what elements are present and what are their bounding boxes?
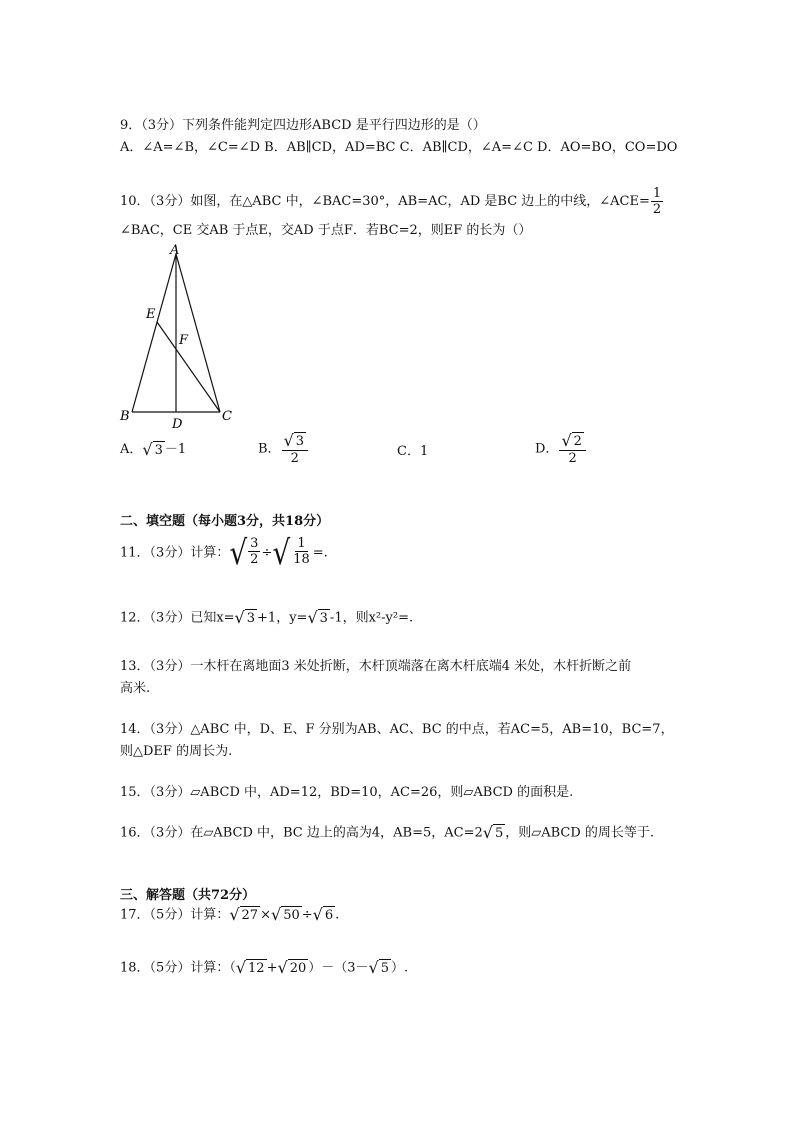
q11: [120, 532, 328, 573]
q10-stem-line1: [120, 186, 664, 217]
section-3-heading: 三、解答题（共72分）: [120, 888, 256, 903]
label-E: E: [146, 307, 156, 322]
numerator: 3: [250, 536, 259, 551]
q11-prefix: 11．（3分）计算：: [120, 545, 230, 561]
fraction: [291, 536, 312, 570]
radicand: 3: [319, 611, 328, 626]
denominator: 18: [293, 552, 310, 567]
radicand: 2: [573, 434, 582, 449]
q14-line1: 14．（3分）△ABC 中，D、E、F 分别为AB、AC、BC 的中点，若AC=5，AB=10，BC=7，: [120, 722, 674, 737]
denominator: 2: [250, 552, 259, 567]
radicand: 5: [494, 826, 504, 841]
q17-op2: ÷: [301, 907, 313, 923]
sqrt: √ 3: [283, 431, 305, 450]
q10-option-b: [258, 432, 309, 466]
radicand: 6: [324, 908, 334, 923]
radicand: 50: [283, 908, 300, 923]
fraction: [559, 432, 585, 466]
radicand: 5: [380, 961, 389, 976]
q10-stem-part2: ∠BAC，CE 交AB 于点E，交AD 于点F．若BC=2，则EF 的长为（）: [120, 223, 532, 238]
q17-prefix: 17．（5分）计算：: [120, 907, 230, 923]
sqrt: √ 50: [270, 905, 300, 924]
fraction: [248, 536, 260, 570]
q11-op: ÷: [261, 545, 273, 561]
q17-tail: .: [335, 907, 340, 923]
q13-line1: 13．（3分）一木杆在离地面3 米处折断，木杆顶端落在离木杆底端4 米处，木杆折断之前: [120, 659, 632, 674]
q10-frac-num: 1: [652, 186, 662, 201]
sqrt: √ 5: [482, 823, 504, 842]
sqrt: √ 6: [312, 905, 334, 924]
opt-a-tail: －1: [164, 442, 187, 457]
q15: 15．（3分）▱ABCD 中，AD=12，BD=10，AC=26，则▱ABCD 的面积是.: [120, 785, 574, 800]
sqrt: √ 27: [229, 905, 259, 924]
q10-option-a: [120, 438, 186, 459]
opt-b-label: B．: [258, 441, 281, 457]
radicand: 20: [289, 961, 307, 976]
radicand: 3: [246, 611, 256, 626]
q18: [120, 959, 408, 978]
q13-line2: 高米.: [120, 681, 151, 696]
q12-mid: +1，y=: [257, 610, 308, 626]
label-D: D: [172, 417, 183, 430]
label-A: A: [170, 243, 180, 258]
radicand: 3: [295, 434, 305, 449]
radicand: 12: [248, 961, 265, 976]
q10-frac-den: 2: [652, 202, 662, 217]
radicand: 27: [241, 908, 259, 923]
q12-tail: -1，则x²-y²=.: [329, 610, 414, 626]
q18-prefix: 18．（5分）计算：（: [120, 960, 236, 976]
denominator: 2: [290, 451, 299, 466]
q18-tail: ）.: [391, 960, 409, 976]
radicand: 3: [154, 442, 163, 458]
sqrt: √ 3: [234, 608, 256, 627]
q10-option-d: [535, 432, 587, 466]
q10-stem-part1: 10．（3分）如图，在△ABC 中，∠BAC=30°，AB=AC，AD 是BC 边上的中线，∠ACE=: [120, 194, 650, 209]
q18-mid: ）－（3－: [308, 960, 369, 976]
fraction: [282, 432, 308, 466]
sqrt: √ $\frac{1}{18}$: [272, 532, 310, 573]
numerator: [559, 432, 585, 451]
q17-op1: ×: [260, 907, 271, 923]
q16-prefix: 16．（3分）在▱ABCD 中，BC 边上的高为4，AB=5，AC=2: [120, 825, 483, 841]
q18-plus: +: [266, 960, 278, 976]
label-C: C: [222, 409, 232, 424]
sqrt: √ 20: [277, 958, 307, 977]
section-2-heading: 二、填空题（每小题3分，共18分）: [120, 514, 330, 529]
sqrt: √ 12: [235, 958, 265, 977]
q10-triangle-figure: [112, 240, 242, 430]
opt-a-label: A．: [120, 442, 143, 457]
sqrt: √ $\frac{3}{2}$: [229, 532, 259, 573]
sqrt: √ 3: [142, 439, 163, 459]
denominator: 2: [568, 451, 577, 466]
q11-tail: =.: [312, 545, 328, 561]
q16: [120, 824, 654, 843]
sqrt: √ 5: [368, 958, 389, 977]
sqrt: √ 2: [561, 431, 582, 450]
q16-tail: ，则▱ABCD 的周长等于.: [505, 825, 655, 841]
q10-option-c: C．1: [397, 444, 429, 459]
label-F: F: [179, 333, 189, 348]
q12-prefix: 12．（3分）已知x=: [120, 610, 235, 626]
q17: [120, 906, 339, 925]
label-B: B: [120, 409, 130, 424]
numerator: 1: [297, 536, 306, 551]
opt-d-label: D．: [535, 441, 559, 457]
q10-fraction: [651, 186, 663, 217]
q9-stem: 9．（3分）下列条件能判定四边形ABCD 是平行四边形的是（）: [120, 118, 486, 133]
q12: [120, 609, 413, 628]
numerator: [282, 432, 308, 451]
q14-line2: 则△DEF 的周长为.: [120, 744, 233, 759]
q9-options: A．∠A=∠B，∠C=∠D B．AB∥CD，AD=BC C．AB∥CD，∠A=∠C D．AO=BO，CO=DO: [120, 140, 678, 155]
sqrt: √ 3: [307, 608, 328, 627]
